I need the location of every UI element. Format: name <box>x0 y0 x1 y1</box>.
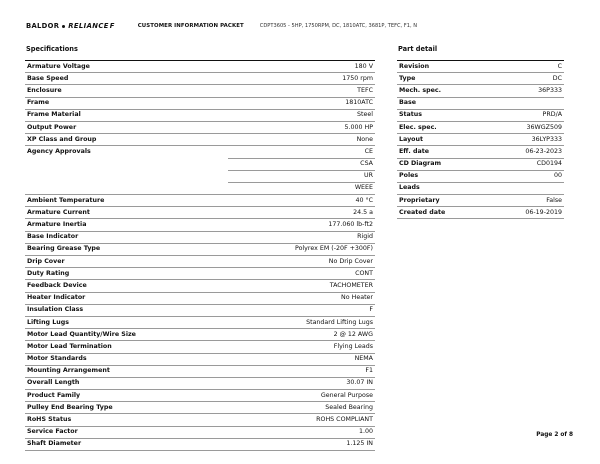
spec-value: UR <box>228 170 375 182</box>
part-detail-value: PRD/A <box>489 109 564 121</box>
part-detail-row <box>397 170 564 182</box>
spec-label: Overall Length <box>25 377 228 389</box>
part-detail-title: Part detail <box>398 45 438 53</box>
spec-label: Ambient Temperature <box>25 195 228 207</box>
part-detail-row <box>397 61 564 73</box>
part-detail-value: 36LYP333 <box>489 134 564 146</box>
spec-value: General Purpose <box>228 390 375 402</box>
spec-label: Frame Material <box>25 109 228 121</box>
spec-value: 177.060 lb-ft2 <box>228 219 375 231</box>
spec-value: NEMA <box>228 353 375 365</box>
part-detail-label: Elec. spec. <box>397 121 489 133</box>
spec-row <box>25 365 375 377</box>
spec-row <box>25 316 375 328</box>
spec-row <box>25 304 375 316</box>
spec-value: Sealed Bearing <box>228 402 375 414</box>
spec-label: Service Factor <box>25 426 228 438</box>
part-detail-label: Base <box>397 97 489 109</box>
part-detail-label: Mech. spec. <box>397 85 489 97</box>
part-detail-value: DC <box>489 73 564 85</box>
spec-value: 30.07 IN <box>228 377 375 389</box>
brand-mark: F <box>109 22 115 30</box>
spec-label: Feedback Device <box>25 280 228 292</box>
spec-value: Polyrex EM (-20F +300F) <box>228 243 375 255</box>
spec-row <box>25 146 375 158</box>
specifications-table <box>25 60 375 451</box>
part-detail-label: Type <box>397 73 489 85</box>
spec-row <box>25 426 375 438</box>
spec-row <box>25 158 375 170</box>
spec-label: Motor Lead Quantity/Wire Size <box>25 329 228 341</box>
part-detail-value: C <box>489 61 564 73</box>
part-detail-row <box>397 146 564 158</box>
spec-label <box>25 182 228 194</box>
document-header <box>26 20 417 32</box>
part-detail-label: Status <box>397 109 489 121</box>
spec-label: Base Speed <box>25 73 228 85</box>
spec-value: 1810ATC <box>228 97 375 109</box>
spec-row <box>25 414 375 426</box>
spec-value: 24.5 a <box>228 207 375 219</box>
spec-row <box>25 243 375 255</box>
spec-value: WEEE <box>228 182 375 194</box>
spec-value: TEFC <box>228 85 375 97</box>
spec-value: Flying Leads <box>228 341 375 353</box>
spec-row <box>25 182 375 194</box>
spec-label <box>25 158 228 170</box>
spec-value: 1.00 <box>228 426 375 438</box>
spec-row <box>25 329 375 341</box>
spec-row <box>25 85 375 97</box>
part-detail-row <box>397 97 564 109</box>
part-detail-row <box>397 207 564 219</box>
brand-logo <box>26 22 115 30</box>
part-detail-value <box>489 182 564 194</box>
part-detail-label: Eff. date <box>397 146 489 158</box>
part-detail-row <box>397 121 564 133</box>
spec-label: XP Class and Group <box>25 134 228 146</box>
part-detail-label: Layout <box>397 134 489 146</box>
part-detail-value: CD0194 <box>489 158 564 170</box>
specifications-title: Specifications <box>26 45 78 53</box>
spec-row <box>25 170 375 182</box>
spec-row <box>25 219 375 231</box>
spec-value: None <box>228 134 375 146</box>
part-detail-row <box>397 109 564 121</box>
spec-row <box>25 207 375 219</box>
part-detail-row <box>397 85 564 97</box>
spec-row <box>25 402 375 414</box>
part-detail-row <box>397 158 564 170</box>
part-detail-label: Leads <box>397 182 489 194</box>
spec-row <box>25 134 375 146</box>
spec-label: Armature Voltage <box>25 61 228 73</box>
part-detail-value: 06-19-2019 <box>489 207 564 219</box>
spec-row <box>25 280 375 292</box>
spec-label: Bearing Grease Type <box>25 243 228 255</box>
spec-label: RoHS Status <box>25 414 228 426</box>
spec-value: ROHS COMPLIANT <box>228 414 375 426</box>
spec-row <box>25 256 375 268</box>
part-detail-value <box>489 97 564 109</box>
spec-row <box>25 121 375 133</box>
part-detail-row <box>397 182 564 194</box>
spec-label: Base Indicator <box>25 231 228 243</box>
spec-label <box>25 170 228 182</box>
spec-value: 2 @ 12 AWG <box>228 329 375 341</box>
spec-label: Drip Cover <box>25 256 228 268</box>
spec-label: Mounting Arrangement <box>25 365 228 377</box>
spec-row <box>25 341 375 353</box>
spec-value: CSA <box>228 158 375 170</box>
spec-label: Shaft Diameter <box>25 438 228 450</box>
brand-name-reliance: RELIANCE <box>68 22 109 30</box>
spec-row <box>25 231 375 243</box>
spec-row <box>25 390 375 402</box>
part-detail-value: 00 <box>489 170 564 182</box>
spec-value: 5.000 HP <box>228 121 375 133</box>
part-detail-value: 06-23-2023 <box>489 146 564 158</box>
part-detail-value: 36WGZ509 <box>489 121 564 133</box>
spec-value: 180 V <box>228 61 375 73</box>
part-detail-label: CD Diagram <box>397 158 489 170</box>
spec-row <box>25 377 375 389</box>
spec-value: TACHOMETER <box>228 280 375 292</box>
spec-value: Rigid <box>228 231 375 243</box>
spec-row <box>25 268 375 280</box>
part-detail-label: Poles <box>397 170 489 182</box>
spec-row <box>25 353 375 365</box>
packet-title: CUSTOMER INFORMATION PACKET <box>137 23 244 29</box>
spec-value: 1750 rpm <box>228 73 375 85</box>
spec-row <box>25 292 375 304</box>
part-detail-value: False <box>489 195 564 207</box>
part-detail-row <box>397 73 564 85</box>
spec-value: CONT <box>228 268 375 280</box>
spec-value: F1 <box>228 365 375 377</box>
spec-label: Frame <box>25 97 228 109</box>
spec-row <box>25 109 375 121</box>
part-detail-value: 36P333 <box>489 85 564 97</box>
spec-value: 1.125 IN <box>228 438 375 450</box>
spec-label: Motor Standards <box>25 353 228 365</box>
spec-label: Motor Lead Termination <box>25 341 228 353</box>
spec-label: Duty Rating <box>25 268 228 280</box>
spec-value: 40 °C <box>228 195 375 207</box>
part-detail-label: Revision <box>397 61 489 73</box>
part-detail-row <box>397 134 564 146</box>
part-detail-label: Created date <box>397 207 489 219</box>
spec-row <box>25 438 375 450</box>
spec-row <box>25 61 375 73</box>
spec-row <box>25 97 375 109</box>
spec-value: F <box>228 304 375 316</box>
spec-value: CE <box>228 146 375 158</box>
product-description: CDPT3605 - 5HP, 1750RPM, DC, 1810ATC, 3681P, TEFC, F1, N <box>259 23 418 29</box>
spec-value: No Heater <box>228 292 375 304</box>
spec-row <box>25 73 375 85</box>
spec-label: Output Power <box>25 121 228 133</box>
spec-value: Steel <box>228 109 375 121</box>
brand-name-baldor: BALDOR <box>26 22 60 30</box>
spec-label: Enclosure <box>25 85 228 97</box>
brand-separator-dot <box>62 25 65 28</box>
part-detail-table <box>397 60 564 219</box>
spec-value: Standard Lifting Lugs <box>228 316 375 328</box>
spec-label: Agency Approvals <box>27 148 91 156</box>
part-detail-label: Proprietary <box>397 195 489 207</box>
spec-label: Lifting Lugs <box>25 316 228 328</box>
spec-label: Product Family <box>25 390 228 402</box>
spec-label: Armature Current <box>25 207 228 219</box>
spec-row <box>25 195 375 207</box>
part-detail-row <box>397 195 564 207</box>
spec-label: Pulley End Bearing Type <box>25 402 228 414</box>
spec-label: Armature Inertia <box>25 219 228 231</box>
spec-value: No Drip Cover <box>228 256 375 268</box>
spec-label: Heater Indicator <box>25 292 228 304</box>
spec-label: Insulation Class <box>25 304 228 316</box>
page-number: Page 2 of 8 <box>536 432 573 438</box>
